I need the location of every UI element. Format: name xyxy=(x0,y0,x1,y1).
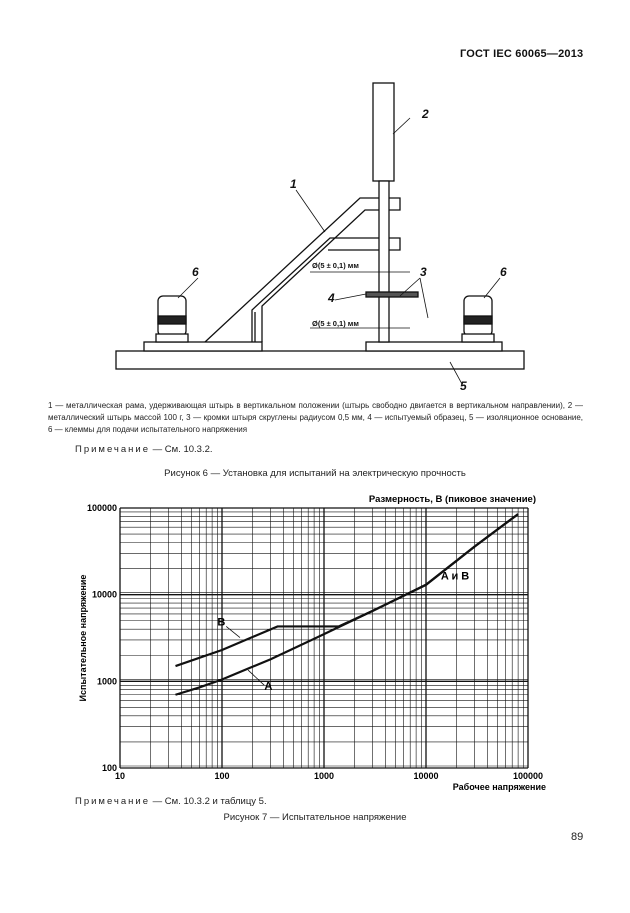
y-tick-label: 100 xyxy=(101,763,117,773)
x-tick-label: 1000 xyxy=(313,771,335,781)
y-tick-label: 10000 xyxy=(91,589,117,600)
test-setup-drawing xyxy=(100,70,540,400)
series-line-b xyxy=(175,514,518,666)
test-voltage-chart xyxy=(70,488,570,798)
x-tick-label: 10000 xyxy=(413,771,439,781)
figure-6-note xyxy=(75,444,213,455)
figure-6-legend: 1 — металлическая рама, удерживающая штырь в вертикальном положении (штырь свободно двигается в вертикальном направлении), 2 — металлический штырь массой 100 г, 3 — кромки штыря скруглены радиусом 0,5 мм, 4 — испытуемый образец, 5 — изоляционное основание, 6 — клеммы для подачи испытательного напряжения xyxy=(48,401,583,434)
y-tick-label: 100000 xyxy=(86,503,117,513)
label-leader-a xyxy=(248,670,264,685)
frame-arm-outer xyxy=(205,198,400,342)
label-3: 3 xyxy=(420,265,427,279)
x-tick-label: 100 xyxy=(214,771,230,781)
label-6-right: 6 xyxy=(500,265,507,279)
metal-pin-shaft xyxy=(379,181,389,342)
x-tick-label: 100000 xyxy=(512,771,544,781)
figure-7-note xyxy=(75,796,267,807)
label-5: 5 xyxy=(460,379,467,393)
figure-6-caption: Рисунок 6 — Установка для испытаний на электрическую прочность xyxy=(164,468,466,479)
figure-7-caption: Рисунок 7 — Испытательное напряжение xyxy=(223,812,407,823)
label-1: 1 xyxy=(290,177,297,191)
label-4: 4 xyxy=(328,291,335,305)
label-2: 2 xyxy=(422,107,429,121)
label-6-left: 6 xyxy=(192,265,199,279)
x-axis-label: Рабочее напряжение xyxy=(452,782,546,792)
series-label-ab: A и B xyxy=(440,570,470,583)
dim-top: Ø(5 ± 0,1) мм xyxy=(312,261,359,270)
metal-pin-head xyxy=(373,83,394,181)
note-label: Примечание xyxy=(75,796,150,807)
standard-code: ГОСТ IEC 60065—2013 xyxy=(460,48,584,60)
insulating-base xyxy=(116,351,524,369)
frame-base-left xyxy=(144,342,262,351)
series-label-a: A xyxy=(264,680,273,693)
note-text: — См. 10.3.2. xyxy=(150,444,213,455)
x-tick-label: 10 xyxy=(114,771,126,781)
page-number: 89 xyxy=(571,831,584,843)
dim-bottom: Ø(5 ± 0,1) мм xyxy=(312,319,359,328)
series-label-b: B xyxy=(217,616,226,629)
chart-title: Размерность, В (пиковое значение) xyxy=(368,494,536,505)
terminal-right xyxy=(462,296,494,342)
series-line-a xyxy=(175,514,518,695)
note-text: — См. 10.3.2 и таблицу 5. xyxy=(150,796,267,807)
test-specimen xyxy=(366,292,418,297)
y-tick-label: 1000 xyxy=(96,676,117,687)
frame-base-right xyxy=(366,342,502,351)
y-axis-label: Испытательное напряжение xyxy=(78,574,88,702)
terminal-left xyxy=(156,296,188,342)
note-label: Примечание xyxy=(75,444,150,455)
label-leader-b xyxy=(226,626,240,637)
